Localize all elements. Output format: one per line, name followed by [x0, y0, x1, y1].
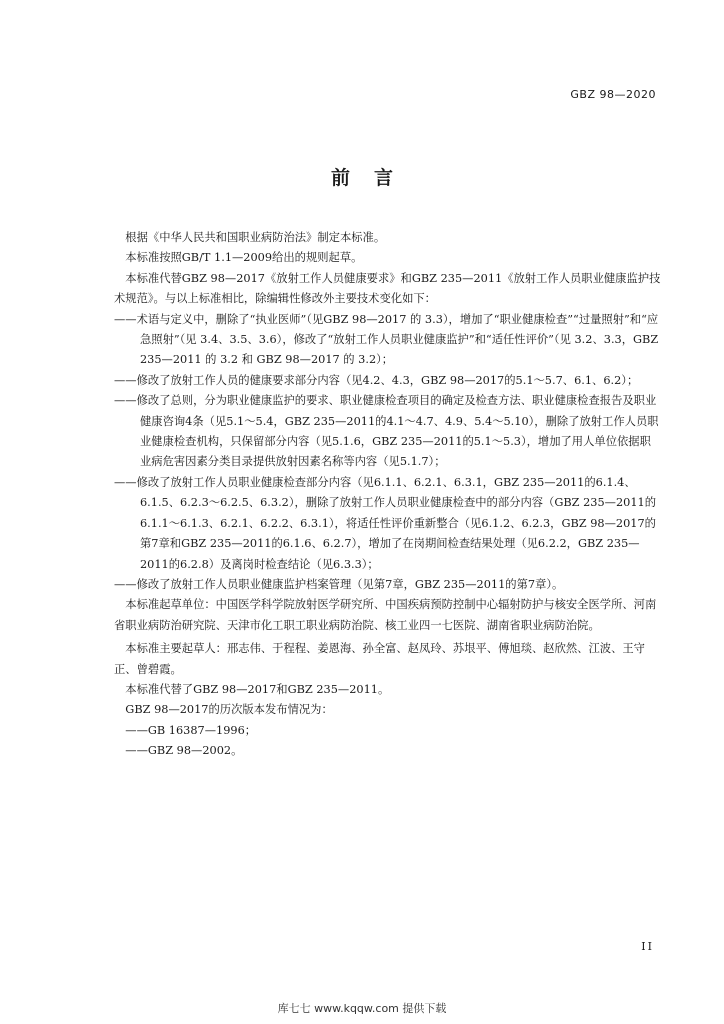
change-item: ——修改了放射工作人员的健康要求部分内容（见4.2、4.3，GBZ 98—2017的5.1～5.7、6.1、6.2）； — [114, 373, 639, 387]
download-watermark: 库七七 www.kqqw.com 提供下载 — [277, 1002, 447, 1015]
standard-code: GBZ 98—2020 — [570, 88, 656, 101]
paragraph-drafting-rules: 本标准按照GB/T 1.1—2009给出的规则起草。 — [125, 251, 363, 265]
change-item: ——术语与定义中，删除了“执业医师”（见GBZ 98—2017 的 3.3），增加了“职业健康检查”“过量照射”和“应急照射”（见 3.4、3.5、3.6），修改了“放射工作人员职业健康监护”和“适任性评价”（见 3.2、3.3，GBZ 235—2011 的 3.2 和 GBZ 98—2017 的 3.2）； — [114, 312, 659, 367]
paragraph-basis: 根据《中华人民共和国职业病防治法》制定本标准。 — [125, 231, 386, 244]
paragraph-replaces: 本标准代替了GBZ 98—2017和GBZ 235—2011。 — [125, 682, 390, 696]
paragraph-history-intro: GBZ 98—2017的历次版本发布情况为： — [125, 703, 333, 717]
foreword-body — [114, 228, 662, 762]
paragraph-drafting-units: 本标准起草单位：中国医学科学院放射医学研究所、中国疾病预防控制中心辐射防护与核安全医学所、河南省职业病防治研究院、天津市化工职工职业病防治院、核工业四一七医院、湖南省职业病防治院。 — [114, 598, 657, 632]
change-item: ——修改了放射工作人员职业健康监护档案管理（见第7章，GBZ 235—2011的第7章）。 — [114, 577, 564, 591]
paragraph-drafters: 本标准主要起草人：邢志伟、于程程、姜恩海、孙全富、赵凤玲、苏垠平、傅旭琰、赵欣然、江波、王守正、曾碧霞。 — [114, 642, 645, 676]
page-number: II — [641, 940, 654, 953]
change-item: ——修改了总则，分为职业健康监护的要求、职业健康检查项目的确定及检查方法、职业健康检查报告及职业健康咨询4条（见5.1～5.4，GBZ 235—2011的4.1～4.7、4.9、5.4～5.10），删除了放射工作人员职业健康检查机构，只保留部分内容（见5.1.6，GBZ 235—2011的5.1～5.3），增加了用人单位依据职业病危害因素分类目录提供放射因素名称等内容（见5.1.7）； — [114, 394, 659, 469]
paragraph-replacement: 本标准代替GBZ 98—2017《放射工作人员健康要求》和GBZ 235—2011《放射工作人员职业健康监护技术规范》。与以上标准相比，除编辑性修改外主要技术变化如下： — [114, 271, 661, 306]
page-title: 前言 — [330, 167, 417, 189]
history-item: ——GBZ 98—2002。 — [125, 744, 243, 758]
history-item: ——GB 16387—1996； — [125, 723, 257, 737]
change-item: ——修改了放射工作人员职业健康检查部分内容（见6.1.1、6.2.1、6.3.1，GBZ 235—2011的6.1.4、6.1.5、6.2.3～6.2.5、6.3.2），删除了放射工作人员职业健康检查中的部分内容（GBZ 235—2011的6.1.1～6.1.3、6.2.1、6.2.2、6.3.1），将适任性评价重新整合（见6.1.2、6.2.3，GBZ 98—2017的第7章和GBZ 235—2011的6.1.6、6.2.7），增加了在岗期间检查结果处理（见6.2.2，GBZ 235—2011的6.2.8）及离岗时检查结论（见6.3.3）； — [114, 475, 657, 571]
